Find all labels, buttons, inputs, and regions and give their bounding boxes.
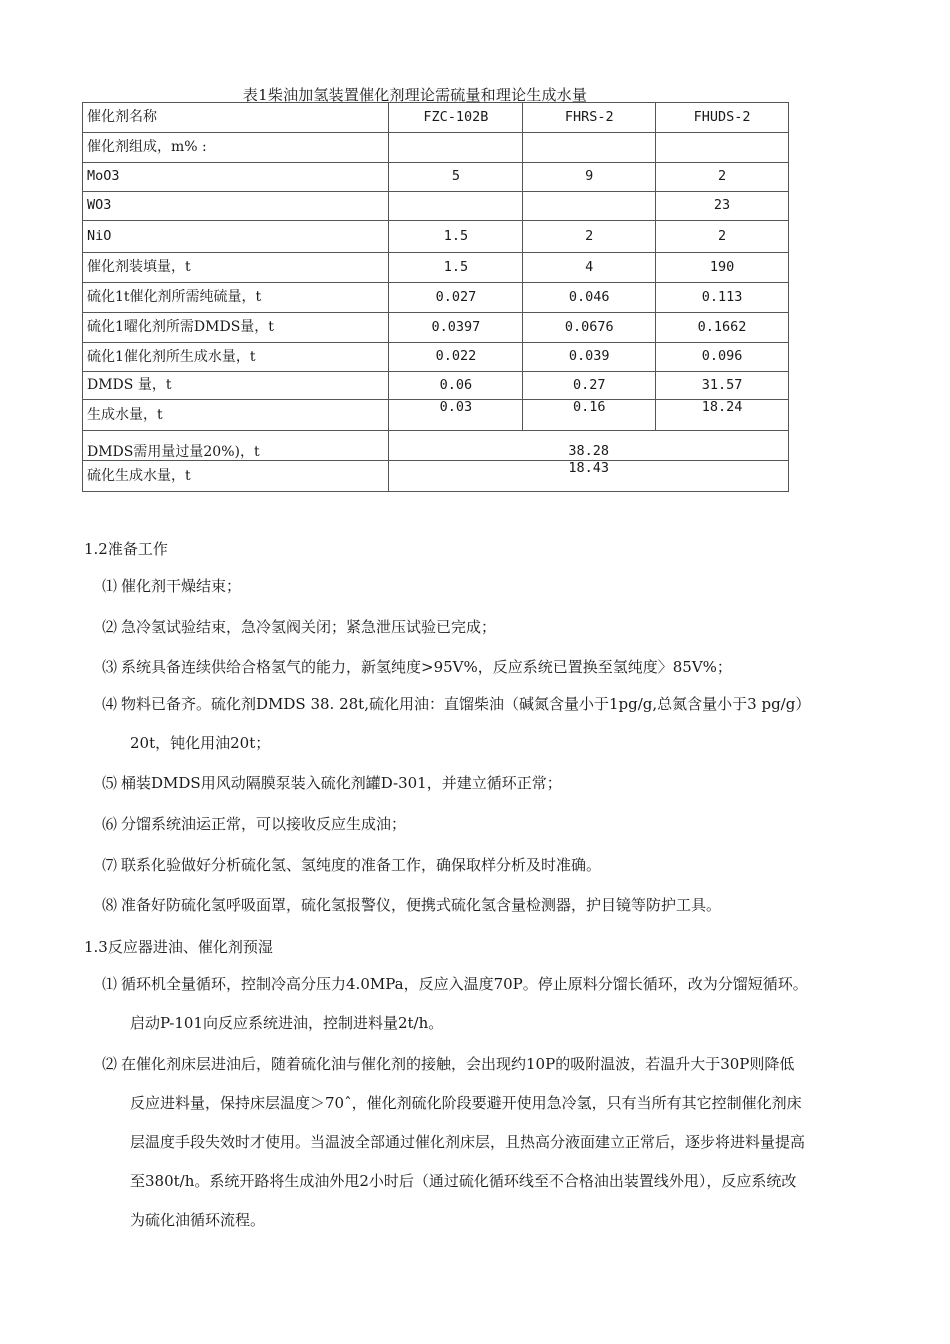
table-cell: 18.24	[656, 400, 789, 431]
item-text: 分馏系统油运正常，可以接收反应生成油；	[121, 815, 407, 833]
table-row	[83, 431, 789, 461]
table-cell: 0.16	[523, 400, 656, 431]
table-cell: 18.43	[389, 461, 789, 492]
list-item	[102, 767, 902, 800]
table-header-row	[83, 103, 789, 133]
row-label: MoO3	[83, 163, 389, 192]
row-label: 硫化1催化剂所生成水量，t	[83, 343, 389, 372]
table-cell: 2	[656, 163, 789, 192]
row-label: 硫化生成水量，t	[83, 461, 389, 492]
item-text: 联系化验做好分析硫化氢、氢纯度的准备工作，确保取样分析及时准确。	[121, 856, 602, 874]
item-number: ⑵	[102, 618, 118, 636]
list-item	[102, 611, 902, 644]
table-cell: 0.039	[523, 343, 656, 372]
item-continuation: 启动P-101向反应系统进油，控制进料量2t/h。	[130, 1014, 444, 1032]
table-cell: 31.57	[656, 372, 789, 400]
list-item	[102, 968, 902, 1040]
table-caption: 表1柴油加氢装置催化剂理论需硫量和理论生成水量	[242, 86, 588, 104]
table-cell: 1.5	[389, 253, 523, 283]
section-1-3-title: 1.3反应器进油、催化剂预湿	[84, 938, 273, 956]
row-label: DMDS需用量过量20%)，t	[83, 431, 389, 461]
table-cell: 9	[523, 163, 656, 192]
table-cell: 190	[656, 253, 789, 283]
table-cell: 0.022	[389, 343, 523, 372]
item-continuation: 层温度手段失效时才使用。当温波全部通过催化剂床层，且热高分液面建立正常后，逐步将进料量提高	[130, 1133, 806, 1151]
row-label: 硫化1t催化剂所需纯硫量，t	[83, 283, 389, 313]
table-row	[83, 372, 789, 400]
row-label: WO3	[83, 192, 389, 221]
table-cell: 23	[656, 192, 789, 221]
table-cell: 0.06	[389, 372, 523, 400]
table-cell: 0.046	[523, 283, 656, 313]
table-row	[83, 192, 789, 221]
item-number: ⑺	[102, 856, 118, 874]
list-item	[102, 808, 902, 841]
item-text: 循环机全量循环，控制冷高分压力4.0MPa，反应入温度70P。停止原料分馏长循环，改为分馏短循环。	[121, 975, 808, 993]
table-cell	[523, 192, 656, 221]
header-cell: FHRS-2	[523, 103, 656, 133]
list-item	[102, 651, 902, 684]
item-number: ⑻	[102, 896, 118, 914]
list-item	[102, 570, 902, 603]
table-cell	[656, 133, 789, 163]
table-row	[83, 313, 789, 343]
item-number: ⑸	[102, 774, 118, 792]
item-continuation: 为硫化油循环流程。	[130, 1211, 266, 1229]
list-item	[102, 889, 902, 922]
row-label: 催化剂装填量，t	[83, 253, 389, 283]
table-cell: 0.27	[523, 372, 656, 400]
row-label: 硫化1曜化剂所需DMDS量，t	[83, 313, 389, 343]
table-cell: 0.0676	[523, 313, 656, 343]
item-number: ⑷	[102, 695, 118, 713]
table-cell: 1.5	[389, 221, 523, 253]
item-text: 急冷氢试验结束，急冷氢阀关闭；紧急泄压试验已完成；	[121, 618, 497, 636]
item-number: ⑶	[102, 658, 118, 676]
table-cell: 0.027	[389, 283, 523, 313]
table-cell: 38.28	[389, 431, 789, 461]
header-cell: 催化剂名称	[83, 103, 389, 133]
table-cell: 0.096	[656, 343, 789, 372]
item-continuation: 20t，钝化用油20t；	[130, 734, 271, 752]
table-row	[83, 283, 789, 313]
table-cell	[389, 133, 523, 163]
item-number: ⑴	[102, 975, 118, 993]
item-text: 系统具备连续供给合格氢气的能力，新氢纯度>95V%，反应系统已置换至氢纯度〉85V%；	[121, 658, 732, 676]
table-cell: 5	[389, 163, 523, 192]
table-row	[83, 400, 789, 431]
header-cell: FHUDS-2	[656, 103, 789, 133]
item-text: 准备好防硫化氢呼吸面罩，硫化氢报警仪，便携式硫化氢含量检测器，护目镜等防护工具。	[121, 896, 722, 914]
item-text: 桶装DMDS用风动隔膜泵装入硫化剂罐D-301，并建立循环正常；	[121, 774, 562, 792]
table-cell: 4	[523, 253, 656, 283]
table-row	[83, 253, 789, 283]
catalyst-table	[82, 102, 789, 492]
row-label: NiO	[83, 221, 389, 253]
header-cell: FZC-102B	[389, 103, 523, 133]
table-row	[83, 163, 789, 192]
item-continuation: 至380t/h。系统开路将生成油外甩2小时后（通过硫化循环线至不合格油出装置线外甩），反应系统改	[130, 1172, 797, 1190]
table-cell: 0.113	[656, 283, 789, 313]
table-row	[83, 133, 789, 163]
item-text: 在催化剂床层进油后，随着硫化油与催化剂的接触，会出现约10P的吸附温波，若温升大于30P则降低	[121, 1055, 795, 1073]
item-number: ⑵	[102, 1055, 118, 1073]
item-continuation: 反应进料量，保持床层温度＞70ˆ，催化剂硫化阶段要避开使用急冷氢，只有当所有其它控制催化剂床	[130, 1094, 802, 1112]
item-text: 催化剂干燥结束；	[121, 577, 242, 595]
table-cell	[523, 133, 656, 163]
table-cell: 0.1662	[656, 313, 789, 343]
item-number: ⑴	[102, 577, 118, 595]
row-label: 催化剂组成，m% :	[83, 133, 389, 163]
section-1-2-title: 1.2准备工作	[84, 540, 168, 558]
row-label: 生成水量，t	[83, 400, 389, 431]
table-cell: 0.03	[389, 400, 523, 431]
item-text: 物料已备齐。硫化剂DMDS 38. 28t,硫化用油：直馏柴油（碱氮含量小于1pg/g,总氮含量小于3 pg/g）	[121, 695, 811, 713]
table-row	[83, 343, 789, 372]
list-item	[102, 1048, 902, 1237]
table-cell: 2	[656, 221, 789, 253]
table-row	[83, 461, 789, 492]
list-item	[102, 849, 902, 882]
item-number: ⑹	[102, 815, 118, 833]
table-cell: 0.0397	[389, 313, 523, 343]
table-row	[83, 221, 789, 253]
table-cell: 2	[523, 221, 656, 253]
table-cell	[389, 192, 523, 221]
row-label: DMDS 量，t	[83, 372, 389, 400]
list-item	[102, 688, 902, 760]
